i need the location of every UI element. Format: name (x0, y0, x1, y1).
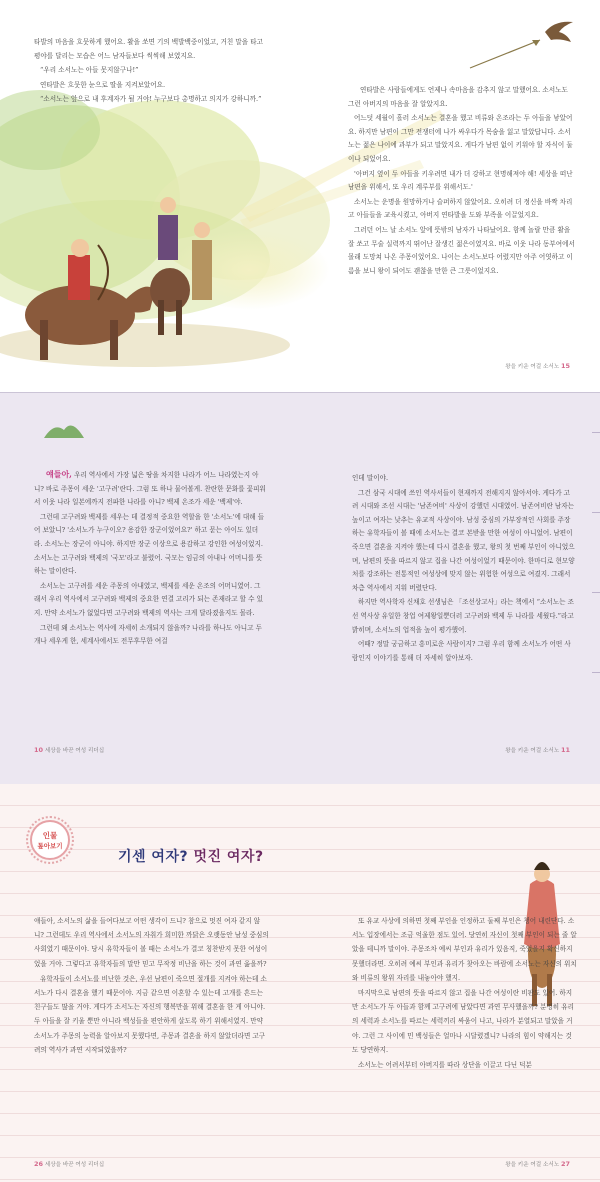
page-spread-1 (0, 0, 600, 392)
lead-sentence: 우리 역사에서 가장 넓은 땅을 차지한 나라가 어느 나라였는지 아니? 바로 주몽이 세운 '고구려'란다. 그럼 또 하나 물어볼게. 찬란한 문화를 꽃피워서 이웃 나라 일본에까지 전파한 나라를 아니? 백제 온조가 세운 '백제'야. (34, 471, 266, 507)
page2-left-text (34, 468, 266, 650)
spread-divider (0, 392, 600, 393)
page-number: 11 (560, 746, 570, 754)
paragraph: 어느덧 세월이 흘러 소서노는 결혼을 했고 비류와 온조라는 두 아들을 낳았어요. 하지만 남편이 그만 전쟁터에 나가 싸우다가 목숨을 잃고 말았답니다. 소서노는 젊은 나이에 과부가 되고 말았지요. 게다가 남편 없이 키워야 할 자식이 둘이나 되었어요. (348, 114, 573, 163)
page-number: 26 (34, 1160, 44, 1168)
lead-word: 얘들아, (46, 469, 72, 479)
page2-right-text (352, 472, 576, 666)
page-number: 15 (560, 362, 570, 370)
badge-top-text: 인물 (42, 831, 58, 840)
section-badge (30, 820, 70, 860)
paragraph: “우리 소서노는 아들 못지않구나!” (40, 66, 139, 75)
margin-tick (592, 672, 600, 673)
paragraph: 얘들아, 소서노의 삶을 들여다보고 어떤 생각이 드니? 참으로 멋진 여자 같지 않니? 그런데도 우리 역사에서 소서노의 자취가 희미한 까닭은 오랫동안 남성 중심의 사회였기 때문이야. 당시 유학자들이 볼 때는 소서노가 결코 칭찬받지 못한 여성이었을 거야. 그렇다고 유학자들의 말만 믿고 무작정 비난을 하는 것이 과연 옳을까? (34, 917, 269, 968)
arrow-line (470, 40, 540, 68)
paragraph: 소서노는 고구려를 세운 주몽의 아내였고, 백제를 세운 온조의 어머니였어. 그래서 우리 역사에서 고구려와 백제의 중요한 연결 고리가 되는 존재라고 할 수 있지. 만약 소서노가 없었다면 고구려와 백제의 역사는 크게 달라졌을지도 몰라. (34, 581, 263, 617)
page-folio-right (505, 746, 570, 754)
paragraph: 그건 삼국 시대에 쓰인 역사서들이 현재까지 전해지지 않아서야. 게다가 고려 시대와 조선 시대는 '남존여비' 사상이 강했던 시대였어. 남존여비란 남자는 높이고 여자는 낮추는 유교적 사상이야. 남성 중심의 가부장적인 사회를 주장하는 유학자들이 볼 때에 소서노는 결코 본받을 만한 여성이 아니었어. 남편이 죽으면 결혼을 지켜야 했는데 다시 결혼을 했고, 왕의 첫 번째 부인이 아니었으며, 남편의 뜻을 따르지 않고 집을 나간 여성이었기 때문이야. 한마디로 현모양처를 강조하는 전통적인 여성상에 맞지 않는 위험한 여성으로 여겼지. 그래서 차츰 역사에서 지워 버렸단다. (352, 488, 575, 592)
paragraph: 인데 말이야. (352, 474, 389, 482)
paragraph: 또 유교 사상에 의하면 첫째 부인을 인정하고 둘째 부인은 챙어 내린단다. 소서노 입장에서는 조금 억울한 점도 있어. 당연히 자신이 첫째 부인이 되는 줄 알았을 테니까 말이야. 주몽조차 예씨 부인과 유리가 있음직, 죽었을지 확신하지 못했더라면. 오히려 예씨 부인과 유리가 찾아오는 바람에 소서노는 자신의 위치와 비류의 왕위 자리를 내놓아야 했지. (352, 917, 577, 982)
paragraph: 연타발은 흐뭇한 눈으로 딸을 지켜보았어요. (40, 80, 166, 89)
paragraph: 유학자들이 소서노를 비난한 것은, 우선 남편이 죽으면 절개를 지켜야 하는데 소서노가 다시 결혼을 했기 때문이야. 지금 같으면 이혼할 수 있는데 고개를 흔드는 친구들도 많을 거야. 게다가 소서노는 자신의 행복만을 위해 결혼을 한 게 아니야. 두 아들을 잘 키울 뿐만 아니라 백성들을 편안하게 살도록 하기 위해서였지. 만약 소서노가 주몽의 능력을 알아보지 못했다면, 주몽과 결혼을 하지 않았더라면 고구려의 역사가 과연 시작되었을까? (34, 974, 267, 1054)
paragraph: 소서노는 운명을 원망하거나 슬퍼하지 않았어요. 오히려 더 정신을 바짝 차리고 아들들을 교육시켰고, 아버지 연타발을 도와 부족을 이끌었지요. (348, 197, 573, 220)
paragraph: 소서노는 어려서부터 아버지를 따라 상단을 이끌고 다닌 덕분 (358, 1061, 532, 1070)
paragraph: 그러던 어느 날 소서노 앞에 뜻밖의 남자가 나타났어요. 함께 놀랄 만큼 활을 잘 쏘고 무술 실력까지 뛰어난 잘생긴 젊은이였지요. 바로 이웃 나라 동부여에서 몰래 도망쳐 나온 주몽이었어요. 나이는 소서노보다 어렸지만 아주 어엿하고 이름을 보니 왕이 되어도 괜찮을 만한 큰 그릇이었지요. (348, 225, 575, 275)
paragraph: 그런데 왜 소서노는 역사에 자세히 소개되지 않을까? 나라를 하나도 아니고 두 개나 세우게 한, 세계사에서도 전무후무한 여걸 (34, 623, 262, 646)
folio-text: 세상을 바꾼 여성 리더십 (44, 1162, 105, 1168)
paragraph: 그런데 고구려와 백제를 세우는 데 결정적 중요한 역할을 한 '소서노'에 대해 들어 보았니? '소서노가 누구이오? 용감한 장군이었어요?' 하고 묻는 아이도 있더라. 소서노는 장군이 아니야. 하지만 장군 이상으로 용감하고 강인한 여성이었지. 소서노는 고구려와 백제의 '국모'라고 불렸어. 국모는 임금의 아내나 어머니를 뜻하는 말이란다. (34, 512, 265, 576)
margin-tick (592, 592, 600, 593)
paragraph: 타발의 마음을 흐뭇하게 했어요. 활을 쏘면 기의 백발백중이었고, 거친 말을 타고 평야를 달리는 모습은 어느 남자들보다 씩씩해 보였지요. (34, 38, 263, 60)
page-folio-left (34, 1160, 104, 1168)
paragraph: 마지막으로 남편의 뜻을 따르지 않고 집을 나간 여성이란 비판도 있어. 하지만 소서노가 두 아들과 함께 고구려에 남았다면 과연 무사했을까? 분명히 유리의 세력과 소서노를 따르는 세력끼리 싸움이 나고, 나라가 분열되고 말았을 거야. 그런 그 사이에 민 백성들은 얼마나 시달렸겠니? 나라의 힘이 약해지는 것도 당연하지. (352, 989, 574, 1054)
margin-tick (592, 432, 600, 433)
page-folio-left (34, 746, 104, 754)
hill-icon (44, 420, 84, 440)
page-number: 10 (34, 746, 44, 754)
paragraph: '아버지 옆이 두 아들을 키우려면 내가 더 강하고 현명해져야 해! 세상을 떠난 남편을 위해서, 또 우리 계루부를 위해서도.' (348, 169, 573, 192)
margin-tick (592, 512, 600, 513)
paragraph: 어때? 정말 궁금하고 흥미로운 사람이지? 그럼 우리 함께 소서노가 어떤 사람인지 이야기를 통해 더 자세히 알아보자. (352, 640, 571, 662)
paragraph (34, 468, 266, 510)
title-part-a: 기센 여자? (118, 849, 189, 865)
paragraph: “소서노는 앞으로 내 후계자가 될 거야! 누구보다 총명하고 의지가 강하니까.” (40, 95, 262, 104)
page3-left-text (34, 914, 270, 1058)
hawk-icon (545, 22, 573, 42)
folio-text: 왕을 키운 여걸 소서노 (505, 364, 560, 370)
page1-left-text (34, 36, 266, 108)
paragraph: 연타발은 사람들에게도 언제나 속마음을 감추지 않고 말했어요. 소서노도 그런 아버지의 마음을 잘 알았지요. (348, 86, 568, 108)
page-folio-right (505, 1160, 570, 1168)
folio-text: 왕을 키운 여걸 소서노 (505, 748, 560, 754)
page-number: 27 (560, 1160, 570, 1168)
page-folio-right (505, 362, 570, 370)
folio-text: 세상을 바꾼 여성 리더십 (44, 748, 105, 754)
page1-right-text (348, 84, 576, 279)
page-spread-3 (0, 784, 600, 1182)
badge-bottom-text: 톺아보기 (37, 842, 63, 850)
folio-text: 왕을 키운 여걸 소서노 (505, 1162, 560, 1168)
title-part-b: 멋진 여자? (193, 849, 264, 865)
section-title (118, 846, 264, 866)
page3-right-text (352, 914, 578, 1073)
page-spread-2 (0, 392, 600, 784)
paragraph: 하지만 역사학자 신채호 선생님은 「조선상고사」라는 책에서 “소서노는 조선 역사상 유일한 창업 여제왕일뿐더러 고구려와 백제 두 나라를 세웠다.”라고 밝히며, 소서노의 업적을 높이 평가했어. (352, 598, 574, 634)
